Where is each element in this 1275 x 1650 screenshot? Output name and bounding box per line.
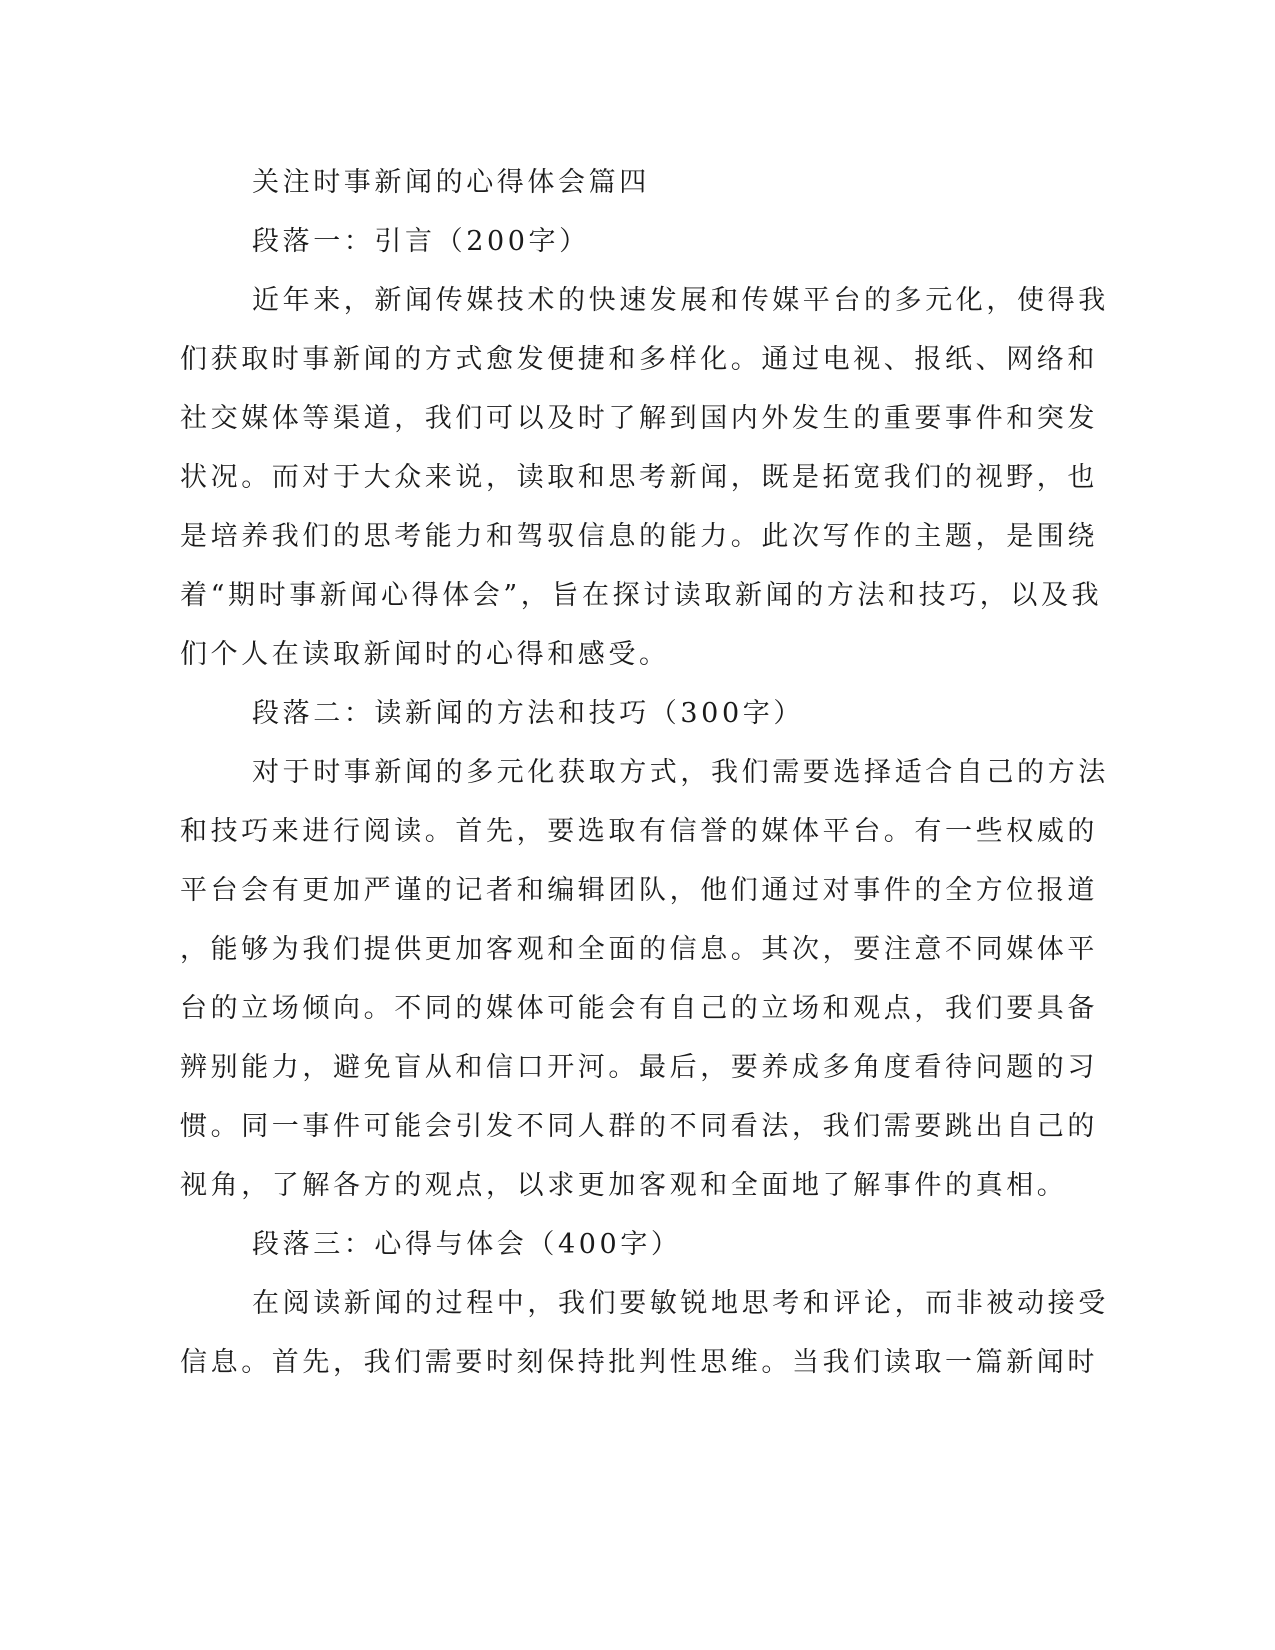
paragraph-line: 是培养我们的思考能力和驾驭信息的能力。此次写作的主题，是围绕 [180,521,1098,552]
paragraph-line: 社交媒体等渠道，我们可以及时了解到国内外发生的重要事件和突发 [180,403,1098,434]
section-heading-2: 段落二：读新闻的方法和技巧（300字） [252,698,804,729]
paragraph-line: 惯。同一事件可能会引发不同人群的不同看法，我们需要跳出自己的 [180,1111,1098,1142]
paragraph-line: 着“期时事新闻心得体会”，旨在探讨读取新闻的方法和技巧，以及我 [180,580,1103,611]
paragraph-line: 信息。首先，我们需要时刻保持批判性思维。当我们读取一篇新闻时 [180,1347,1098,1378]
section-heading-3: 段落三：心得与体会（400字） [252,1229,682,1260]
paragraph-line: 近年来，新闻传媒技术的快速发展和传媒平台的多元化，使得我 [252,285,1109,316]
paragraph-line: 在阅读新闻的过程中，我们要敏锐地思考和评论，而非被动接受 [252,1288,1109,1319]
paragraph-line: ，能够为我们提供更加客观和全面的信息。其次，要注意不同媒体平 [180,934,1098,965]
document-title: 关注时事新闻的心得体会篇四 [252,167,650,198]
paragraph-line: 们获取时事新闻的方式愈发便捷和多样化。通过电视、报纸、网络和 [180,344,1098,375]
paragraph-line: 们个人在读取新闻时的心得和感受。 [180,639,670,670]
paragraph-line: 辨别能力，避免盲从和信口开河。最后，要养成多角度看待问题的习 [180,1052,1098,1083]
section-heading-1: 段落一：引言（200字） [252,226,590,257]
paragraph-line: 平台会有更加严谨的记者和编辑团队，他们通过对事件的全方位报道 [180,875,1098,906]
paragraph-line: 台的立场倾向。不同的媒体可能会有自己的立场和观点，我们要具备 [180,993,1098,1024]
paragraph-line: 视角，了解各方的观点，以求更加客观和全面地了解事件的真相。 [180,1170,1068,1201]
paragraph-line: 状况。而对于大众来说，读取和思考新闻，既是拓宽我们的视野，也 [180,462,1098,493]
paragraph-line: 和技巧来进行阅读。首先，要选取有信誉的媒体平台。有一些权威的 [180,816,1098,847]
paragraph-line: 对于时事新闻的多元化获取方式，我们需要选择适合自己的方法 [252,757,1109,788]
